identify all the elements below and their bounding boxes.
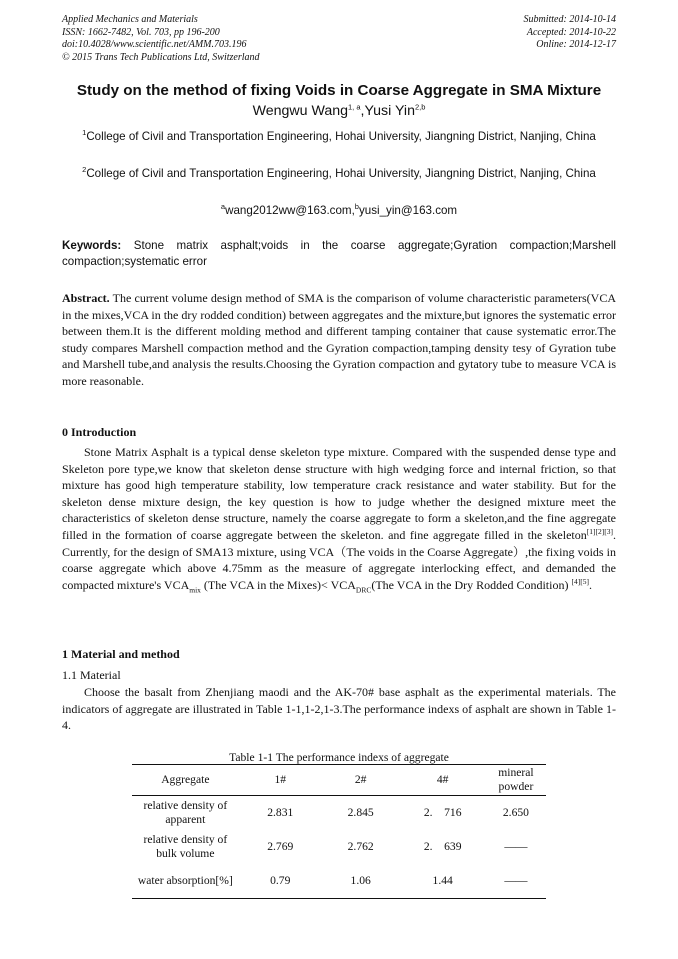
- table-row: [132, 864, 546, 899]
- table-cell: relative density of bulk volume: [143, 833, 228, 860]
- table-header-cell: mineral powder: [486, 765, 546, 796]
- table-cell: relative density of apparent: [143, 799, 228, 826]
- intro-citation-2: [4][5]: [571, 576, 589, 586]
- affiliation-2: [70, 165, 608, 182]
- table-row: [132, 796, 546, 831]
- online-date: Online: 2014-12-17: [536, 39, 616, 50]
- material-subheading: 1.1 Material: [62, 668, 121, 682]
- keywords-block: [62, 238, 616, 270]
- abstract: [62, 290, 616, 390]
- table-header-cell: 4#: [400, 765, 486, 796]
- table-cell: ——: [486, 864, 546, 899]
- affiliation-1: [70, 128, 608, 145]
- email-a-mark: a: [220, 202, 226, 212]
- email-b-mark: b: [354, 202, 359, 212]
- affiliation-2-mark: 2: [82, 165, 87, 175]
- author-2-name: Yusi Yin: [364, 103, 415, 119]
- abstract-label: Abstract.: [62, 291, 110, 305]
- keywords-label: Keywords:: [62, 239, 122, 252]
- journal-name: Applied Mechanics and Materials: [62, 14, 198, 25]
- table-cell: 2. 716: [423, 806, 462, 819]
- doi-line[interactable]: doi:10.4028/www.scientific.net/AMM.703.196: [62, 39, 247, 50]
- intro-heading: 0 Introduction: [62, 425, 137, 439]
- intro-paragraph: [62, 444, 616, 593]
- table-cell: ——: [504, 840, 528, 853]
- paper-title: Study on the method of fixing Voids in Coarse Aggregate in SMA Mixture: [76, 82, 602, 99]
- aggregate-table: [132, 764, 546, 899]
- accepted-date: Accepted: 2014-10-22: [526, 26, 616, 38]
- vca-drc-subscript: DRC: [355, 585, 372, 595]
- intro-citation-1: [1][2][3]: [586, 526, 613, 536]
- email-b[interactable]: yusi_yin@163.com: [358, 204, 458, 217]
- table-caption: Table 1-1 The performance indexs of aggregate: [229, 751, 449, 764]
- affiliation-1-text: College of Civil and Transportation Engineering, Hohai University, Jiangning District, Nanjing, China: [86, 130, 596, 143]
- table-cell: 2.845: [347, 806, 374, 819]
- author-2-affil-mark: 2,b: [414, 102, 426, 112]
- table-cell: 2.650: [502, 806, 529, 819]
- journal-header-left: [62, 14, 260, 64]
- table-cell: 0.79: [239, 864, 322, 899]
- methods-heading: 1 Material and method: [62, 647, 180, 661]
- vca-mix-subscript: mix: [189, 585, 201, 595]
- author-separator: ,: [360, 103, 365, 119]
- submitted-date: Submitted: 2014-10-14: [523, 14, 616, 25]
- author-line: [40, 103, 638, 119]
- intro-text-1: Stone Matrix Asphalt is a typical dense skeleton type mixture. Compared with the suspended dense type and Skeleton pore type,we know that skeleton dense structure with high wedging force and internal friction, so that mixture has good high temperature stability, low temperature crack resistance and water stability. But for the skeleton dense mixture design, the key question is how to judge whether the designed mixture meet the characteristics of skeleton dense structure, namely the coarse aggregate to form a skeleton,and the fine aggregate filled in the formation of coarse aggregate between the skeleton. and fine aggregate filled in the skeleton: [62, 445, 616, 542]
- affiliation-2-text: College of Civil and Transportation Engineering, Hohai University, Jiangning District, Nanjing, China: [86, 167, 596, 180]
- table-cell: 2.831: [267, 806, 294, 819]
- intro-text-4: (The VCA in the Dry Rodded Condition): [371, 577, 572, 592]
- table-header-row: [132, 765, 546, 796]
- intro-text-3: (The VCA in the Mixes)< VCA: [200, 577, 356, 592]
- table-header-cell: 1#: [239, 765, 322, 796]
- author-1-affil-mark: 1, a: [348, 102, 361, 112]
- email-a[interactable]: wang2012ww@163.com,: [225, 204, 355, 217]
- table-row: [132, 830, 546, 864]
- author-1-name: Wengwu Wang: [252, 103, 349, 119]
- intro-text-2: . Currently, for the design of SMA13 mixture, using VCA（The voids in the Coarse Aggregate）,the fixing voids in coarse aggregate which above 4.75mm as the measure of aggregate interlocking effect, and demanded the compacted mixture's VCA: [62, 527, 616, 592]
- abstract-text: The current volume design method of SMA is the comparison of volume characteristic parameters(VCA in the mixes,VCA in the dry rodded condition) between aggregates and the mixture,but ignores the systematic error between them.It is the different molding method and different tamping container that cause systematic error.The study compares Marshell compaction method and the Gyration compaction,tamping density tesy of Gyration tube and Marshell tube,and analysis the results.Choosing the Gyration compaction and gytatory tube to measure VCA is more reasonable.: [62, 291, 616, 388]
- table-cell: 2.762: [347, 840, 374, 853]
- table-cell: 1.44: [400, 864, 486, 899]
- copyright-line: © 2015 Trans Tech Publications Ltd, Switzerland: [62, 51, 260, 63]
- table-cell: water absorption[%]: [132, 864, 239, 899]
- affiliation-1-mark: 1: [82, 128, 87, 138]
- issn-line: ISSN: 1662-7482, Vol. 703, pp 196-200: [62, 26, 220, 38]
- table-cell: 2.769: [267, 840, 294, 853]
- keywords-text: Stone matrix asphalt;voids in the coarse aggregate;Gyration compaction;Marshell compaction;systematic error: [62, 239, 616, 268]
- table-header-cell: 2#: [322, 765, 400, 796]
- journal-header-right: [524, 14, 617, 52]
- material-paragraph: Choose the basalt from Zhenjiang maodi and the AK-70# base asphalt as the experimental materials. The indicators of aggregate are illustrated in Table 1-1,1-2,1-3.The performance indexs of asphalt are shown in Table 1-4.: [62, 685, 616, 733]
- author-emails: [40, 204, 638, 217]
- table-header-cell: Aggregate: [132, 765, 239, 796]
- intro-text-5: .: [588, 577, 592, 592]
- table-cell: 2. 639: [423, 840, 462, 853]
- table-cell: 1.06: [322, 864, 400, 899]
